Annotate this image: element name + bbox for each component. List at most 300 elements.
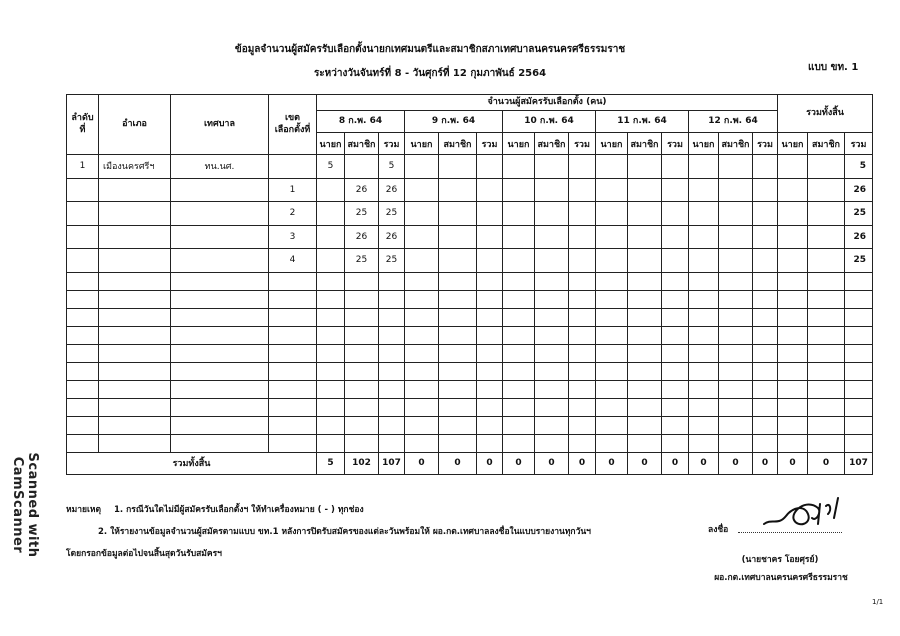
empty-cell: [689, 398, 719, 416]
empty-cell: [503, 434, 535, 452]
total-value: 0: [719, 452, 753, 474]
count-cell: [569, 178, 596, 202]
empty-cell: [689, 344, 719, 362]
empty-cell: [662, 272, 689, 290]
total-value: 0: [405, 452, 439, 474]
empty-cell: [67, 380, 99, 398]
count-cell: [719, 155, 753, 179]
count-cell: [405, 155, 439, 179]
count-cell: [535, 155, 569, 179]
count-cell: [662, 202, 689, 226]
signer-name: (นายชาคร โอยศุรย์): [741, 555, 819, 565]
order-cell: [67, 202, 99, 226]
empty-cell: [778, 416, 808, 434]
day1-cell: [317, 202, 345, 226]
empty-cell: [477, 416, 503, 434]
empty-cell: [345, 290, 379, 308]
grand-total-cell: 5: [845, 155, 873, 179]
form-code: แบบ ขท. 1: [808, 62, 859, 73]
empty-cell: [317, 272, 345, 290]
empty-cell: [99, 326, 171, 344]
sub-header: สมาชิก: [719, 133, 753, 155]
grand-total-cell: [778, 249, 808, 273]
empty-cell: [569, 326, 596, 344]
empty-cell: [171, 362, 269, 380]
empty-cell: [379, 326, 405, 344]
day1-cell: 26: [379, 225, 405, 249]
count-cell: [596, 225, 628, 249]
empty-cell: [503, 344, 535, 362]
total-value: 0: [689, 452, 719, 474]
empty-cell: [345, 308, 379, 326]
count-cell: [628, 178, 662, 202]
count-cell: [689, 178, 719, 202]
empty-cell: [628, 326, 662, 344]
empty-row: [67, 272, 873, 290]
order-cell: [67, 225, 99, 249]
day1-cell: 25: [379, 202, 405, 226]
empty-cell: [569, 344, 596, 362]
total-value: 0: [477, 452, 503, 474]
district-cell: [99, 225, 171, 249]
empty-cell: [596, 398, 628, 416]
empty-cell: [379, 344, 405, 362]
header-district: อำเภอ: [99, 95, 171, 155]
empty-cell: [662, 308, 689, 326]
empty-cell: [689, 380, 719, 398]
header-order: ลำดับ ที่: [67, 95, 99, 155]
date-header: 12 ก.พ. 64: [689, 111, 778, 133]
count-cell: [753, 178, 778, 202]
empty-cell: [269, 290, 317, 308]
empty-cell: [405, 308, 439, 326]
zone-cell: [269, 155, 317, 179]
empty-cell: [317, 416, 345, 434]
empty-cell: [269, 326, 317, 344]
empty-cell: [379, 308, 405, 326]
table-row: [67, 155, 873, 179]
municipality-cell: [171, 249, 269, 273]
count-cell: [503, 249, 535, 273]
count-cell: [689, 155, 719, 179]
page-number: 1/1: [872, 598, 884, 606]
empty-cell: [689, 326, 719, 344]
empty-cell: [535, 344, 569, 362]
empty-cell: [67, 272, 99, 290]
empty-cell: [845, 272, 873, 290]
empty-cell: [67, 434, 99, 452]
day1-cell: [317, 225, 345, 249]
empty-cell: [596, 290, 628, 308]
empty-cell: [808, 326, 845, 344]
count-cell: [503, 202, 535, 226]
empty-cell: [845, 398, 873, 416]
note-3: โดยกรอกข้อมูลต่อไปจนสิ้นสุดวันรับสมัครฯ: [66, 549, 222, 559]
empty-cell: [477, 308, 503, 326]
empty-cell: [628, 290, 662, 308]
empty-cell: [477, 344, 503, 362]
title-line-1: ข้อมูลจำนวนผู้สมัครรับเลือกตั้งนายกเทศมนตรีและสมาชิกสภาเทศบาลนครนครศรีธรรมราช: [234, 44, 626, 55]
empty-cell: [535, 362, 569, 380]
grand-total-cell: 25: [845, 249, 873, 273]
empty-cell: [778, 362, 808, 380]
district-cell: [99, 249, 171, 273]
empty-cell: [439, 344, 477, 362]
empty-cell: [662, 416, 689, 434]
sub-header: นายก: [317, 133, 345, 155]
empty-cell: [808, 416, 845, 434]
title-line-2: ระหว่างวันจันทร์ที่ 8 - วันศุกร์ที่ 12 กุมภาพันธ์ 2564: [313, 68, 547, 79]
empty-cell: [569, 380, 596, 398]
empty-cell: [503, 362, 535, 380]
empty-cell: [628, 362, 662, 380]
count-cell: [569, 225, 596, 249]
empty-cell: [439, 272, 477, 290]
empty-cell: [569, 272, 596, 290]
empty-cell: [535, 326, 569, 344]
grand-total-cell: [808, 155, 845, 179]
empty-cell: [662, 344, 689, 362]
empty-cell: [778, 398, 808, 416]
count-cell: [439, 178, 477, 202]
empty-cell: [99, 362, 171, 380]
empty-cell: [405, 290, 439, 308]
total-value: 0: [535, 452, 569, 474]
count-cell: [477, 155, 503, 179]
empty-cell: [503, 380, 535, 398]
empty-cell: [689, 434, 719, 452]
total-value: 107: [845, 452, 873, 474]
sub-header: รวม: [379, 133, 405, 155]
sub-header: รวม: [753, 133, 778, 155]
count-cell: [439, 202, 477, 226]
empty-cell: [439, 326, 477, 344]
empty-cell: [778, 344, 808, 362]
empty-cell: [845, 434, 873, 452]
empty-cell: [439, 398, 477, 416]
empty-cell: [379, 272, 405, 290]
total-value: 5: [317, 452, 345, 474]
total-value: 0: [808, 452, 845, 474]
grand-total-cell: 26: [845, 225, 873, 249]
count-cell: [628, 225, 662, 249]
empty-cell: [753, 344, 778, 362]
empty-cell: [596, 272, 628, 290]
total-value: 102: [345, 452, 379, 474]
day1-cell: [317, 249, 345, 273]
empty-cell: [845, 416, 873, 434]
empty-cell: [628, 398, 662, 416]
count-cell: [753, 225, 778, 249]
empty-cell: [477, 380, 503, 398]
empty-cell: [171, 326, 269, 344]
grand-total-cell: [808, 225, 845, 249]
empty-cell: [345, 416, 379, 434]
total-value: 107: [379, 452, 405, 474]
grand-total-cell: [778, 178, 808, 202]
empty-cell: [439, 290, 477, 308]
day1-cell: 26: [379, 178, 405, 202]
empty-cell: [808, 362, 845, 380]
empty-cell: [345, 326, 379, 344]
sub-header: รวม: [477, 133, 503, 155]
empty-cell: [753, 272, 778, 290]
empty-cell: [719, 272, 753, 290]
total-value: 0: [662, 452, 689, 474]
empty-cell: [778, 290, 808, 308]
date-header: 10 ก.พ. 64: [503, 111, 596, 133]
municipality-cell: [171, 202, 269, 226]
empty-cell: [845, 308, 873, 326]
signer-position: ผอ.กต.เทศบาลนครนครศรีธรรมราช: [714, 573, 848, 583]
count-cell: [569, 155, 596, 179]
empty-cell: [778, 434, 808, 452]
empty-cell: [269, 380, 317, 398]
empty-cell: [662, 398, 689, 416]
empty-cell: [753, 362, 778, 380]
count-cell: [719, 249, 753, 273]
count-cell: [405, 202, 439, 226]
empty-cell: [569, 290, 596, 308]
empty-cell: [535, 416, 569, 434]
empty-cell: [662, 290, 689, 308]
count-cell: [535, 225, 569, 249]
empty-cell: [171, 290, 269, 308]
empty-cell: [753, 290, 778, 308]
municipality-cell: [171, 178, 269, 202]
empty-row: [67, 416, 873, 434]
empty-cell: [67, 326, 99, 344]
empty-cell: [845, 362, 873, 380]
count-cell: [477, 225, 503, 249]
empty-cell: [345, 344, 379, 362]
empty-cell: [269, 344, 317, 362]
empty-cell: [345, 434, 379, 452]
empty-cell: [405, 272, 439, 290]
count-cell: [405, 178, 439, 202]
candidate-table: [66, 94, 873, 475]
empty-cell: [99, 398, 171, 416]
empty-cell: [569, 308, 596, 326]
day1-cell: 25: [379, 249, 405, 273]
empty-cell: [535, 272, 569, 290]
empty-cell: [345, 272, 379, 290]
empty-cell: [379, 434, 405, 452]
empty-cell: [503, 308, 535, 326]
header-candidate-count: จำนวนผู้สมัครรับเลือกตั้ง (คน): [317, 95, 778, 111]
empty-cell: [379, 398, 405, 416]
count-cell: [503, 155, 535, 179]
signature-mark: [758, 488, 858, 534]
table-row: [67, 249, 873, 273]
grand-total-cell: [808, 249, 845, 273]
empty-cell: [477, 272, 503, 290]
empty-cell: [171, 434, 269, 452]
empty-cell: [689, 290, 719, 308]
grand-total-cell: [778, 225, 808, 249]
count-cell: [662, 155, 689, 179]
empty-cell: [569, 416, 596, 434]
empty-cell: [753, 434, 778, 452]
count-cell: [662, 249, 689, 273]
empty-cell: [439, 380, 477, 398]
empty-cell: [689, 272, 719, 290]
empty-cell: [503, 398, 535, 416]
empty-cell: [477, 398, 503, 416]
count-cell: [662, 178, 689, 202]
empty-cell: [628, 380, 662, 398]
empty-cell: [439, 434, 477, 452]
empty-cell: [477, 290, 503, 308]
empty-cell: [99, 416, 171, 434]
day1-cell: 5: [379, 155, 405, 179]
empty-cell: [405, 416, 439, 434]
empty-cell: [503, 326, 535, 344]
empty-cell: [845, 290, 873, 308]
empty-cell: [689, 308, 719, 326]
header-municipality: เทศบาล: [171, 95, 269, 155]
count-cell: [503, 225, 535, 249]
empty-cell: [345, 398, 379, 416]
empty-cell: [317, 362, 345, 380]
empty-row: [67, 380, 873, 398]
empty-cell: [662, 326, 689, 344]
count-cell: [477, 178, 503, 202]
zone-cell: 4: [269, 249, 317, 273]
order-cell: 1: [67, 155, 99, 179]
empty-cell: [808, 272, 845, 290]
zone-cell: 1: [269, 178, 317, 202]
empty-cell: [596, 380, 628, 398]
empty-cell: [99, 272, 171, 290]
municipality-cell: [171, 225, 269, 249]
count-cell: [535, 249, 569, 273]
empty-cell: [317, 434, 345, 452]
notes-label: หมายเหตุ: [66, 505, 101, 515]
total-value: 0: [439, 452, 477, 474]
count-cell: [569, 249, 596, 273]
empty-cell: [719, 290, 753, 308]
empty-row: [67, 362, 873, 380]
empty-cell: [405, 398, 439, 416]
empty-row: [67, 344, 873, 362]
empty-cell: [845, 380, 873, 398]
sub-header: นายก: [778, 133, 808, 155]
empty-cell: [405, 380, 439, 398]
empty-cell: [67, 362, 99, 380]
empty-row: [67, 398, 873, 416]
grand-total-cell: [778, 202, 808, 226]
count-cell: [439, 155, 477, 179]
day1-cell: 26: [345, 225, 379, 249]
empty-cell: [269, 308, 317, 326]
empty-cell: [379, 380, 405, 398]
sign-label: ลงชื่อ: [708, 525, 729, 535]
empty-cell: [269, 362, 317, 380]
empty-cell: [171, 272, 269, 290]
zone-cell: 2: [269, 202, 317, 226]
date-header: 8 ก.พ. 64: [317, 111, 405, 133]
count-cell: [535, 202, 569, 226]
order-cell: [67, 249, 99, 273]
sub-header: รวม: [569, 133, 596, 155]
day1-cell: 26: [345, 178, 379, 202]
empty-cell: [503, 416, 535, 434]
empty-cell: [689, 362, 719, 380]
count-cell: [439, 225, 477, 249]
empty-cell: [379, 416, 405, 434]
empty-cell: [845, 326, 873, 344]
empty-cell: [535, 398, 569, 416]
empty-cell: [753, 326, 778, 344]
empty-cell: [439, 308, 477, 326]
camscanner-watermark: Scanned with CamScanner: [10, 452, 40, 558]
note-1: 1. กรณีวันใดไม่มีผู้สมัครรับเลือกตั้งฯ ให้ทำเครื่องหมาย ( - ) ทุกช่อง: [114, 505, 364, 515]
header-grand-total: รวมทั้งสิ้น: [778, 95, 873, 133]
empty-cell: [808, 290, 845, 308]
count-cell: [628, 202, 662, 226]
grand-total-cell: 26: [845, 178, 873, 202]
count-cell: [596, 155, 628, 179]
empty-cell: [317, 398, 345, 416]
empty-cell: [439, 416, 477, 434]
day1-cell: 5: [317, 155, 345, 179]
empty-cell: [808, 308, 845, 326]
empty-cell: [719, 326, 753, 344]
count-cell: [628, 155, 662, 179]
table-row: [67, 178, 873, 202]
date-header: 9 ก.พ. 64: [405, 111, 503, 133]
total-value: 0: [753, 452, 778, 474]
empty-cell: [628, 308, 662, 326]
count-cell: [753, 155, 778, 179]
day1-cell: 25: [345, 249, 379, 273]
empty-cell: [778, 380, 808, 398]
table-row: [67, 225, 873, 249]
count-cell: [753, 249, 778, 273]
empty-cell: [99, 290, 171, 308]
empty-cell: [503, 272, 535, 290]
empty-cell: [67, 308, 99, 326]
empty-cell: [477, 362, 503, 380]
empty-cell: [99, 380, 171, 398]
empty-cell: [405, 434, 439, 452]
sub-header: สมาชิก: [628, 133, 662, 155]
empty-cell: [171, 398, 269, 416]
count-cell: [569, 202, 596, 226]
empty-cell: [596, 326, 628, 344]
note-2: 2. ให้รายงานข้อมูลจำนวนผู้สมัครตามแบบ ขท.1 หลังการปิดรับสมัครของแต่ละวันพร้อมให้ ผอ.กต.เทศบาลลงชื่อในแบบรายงานทุกวันฯ: [98, 527, 591, 537]
count-cell: [689, 225, 719, 249]
count-cell: [477, 249, 503, 273]
count-cell: [628, 249, 662, 273]
total-value: 0: [596, 452, 628, 474]
empty-cell: [753, 380, 778, 398]
count-cell: [662, 225, 689, 249]
empty-cell: [171, 308, 269, 326]
empty-cell: [317, 380, 345, 398]
empty-cell: [845, 344, 873, 362]
empty-cell: [535, 434, 569, 452]
empty-cell: [628, 344, 662, 362]
empty-cell: [317, 344, 345, 362]
empty-cell: [439, 362, 477, 380]
empty-cell: [662, 434, 689, 452]
total-value: 0: [569, 452, 596, 474]
sub-header: นายก: [689, 133, 719, 155]
empty-cell: [269, 434, 317, 452]
empty-cell: [808, 434, 845, 452]
